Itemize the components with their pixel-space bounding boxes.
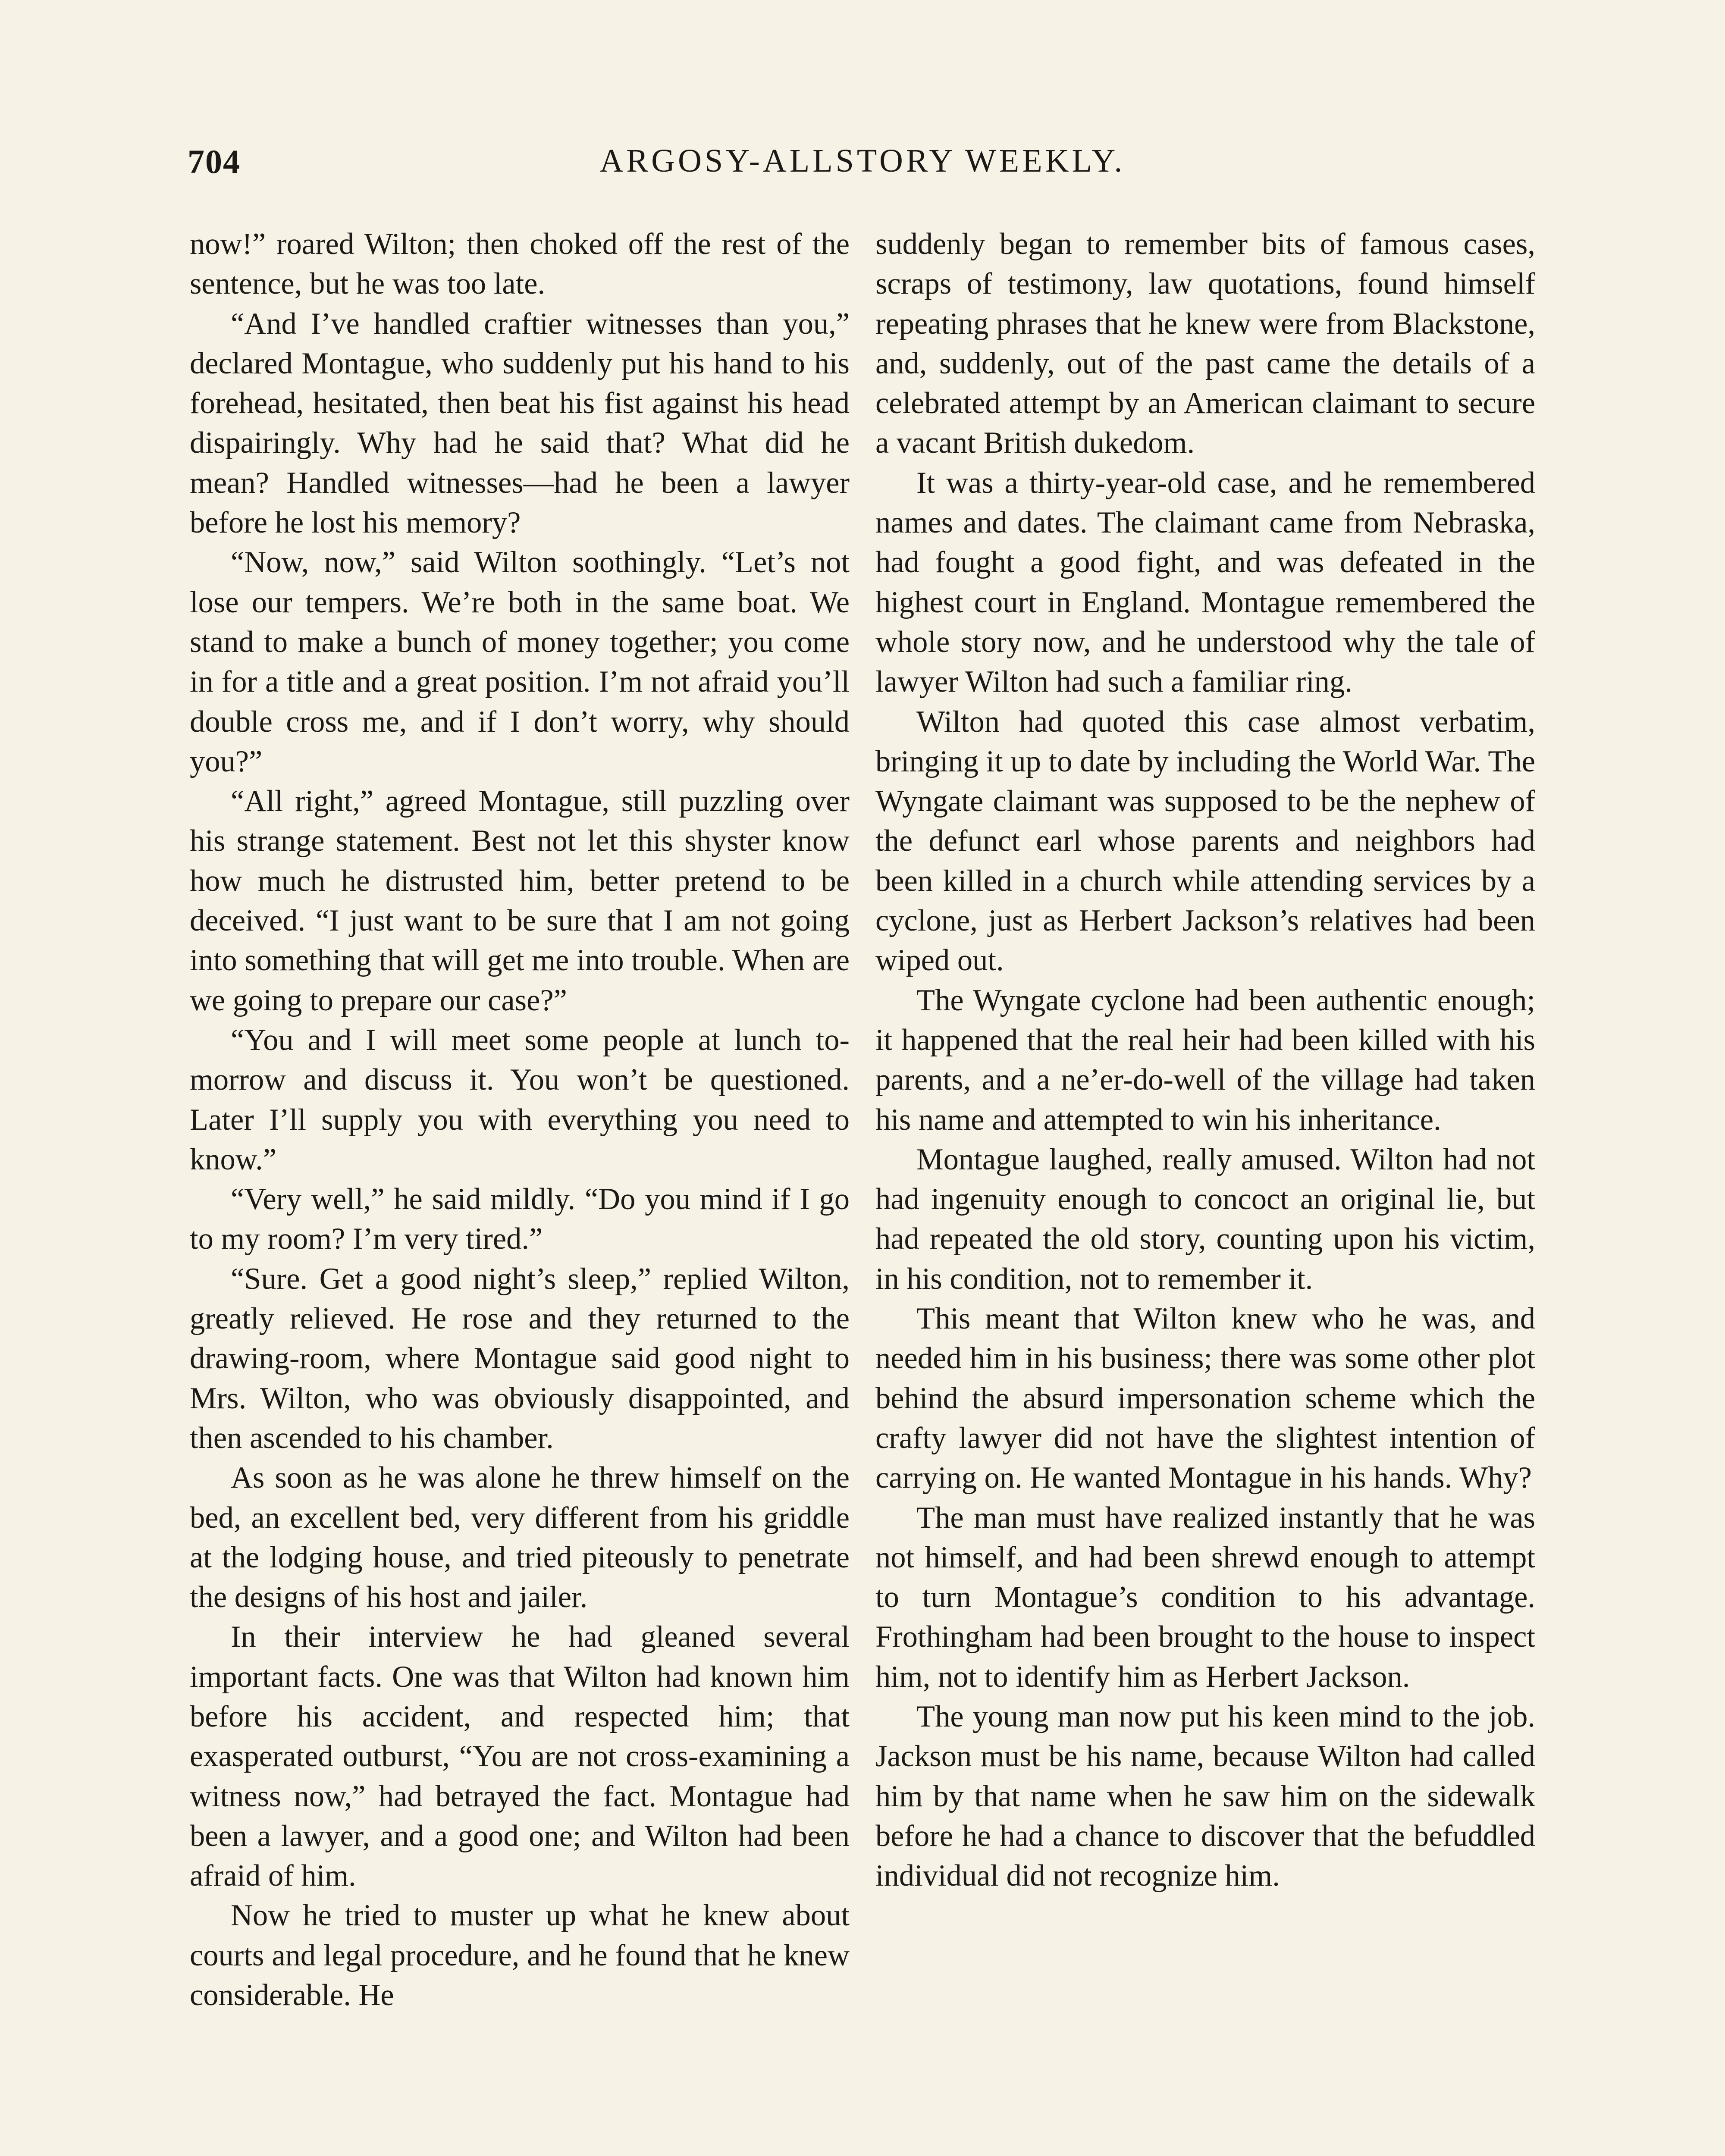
paragraph: “Now, now,” said Wilton soothingly. “Let’s not lose our tempers. We’re both in the same boat. We stand to make a bunch of money together; you come in for a title and a great position. I’m not afraid you’ll double cross me, and if I don’t worry, why should you?” (190, 545, 850, 778)
paragraph: As soon as he was alone he threw himself on the bed, an excellent bed, very different from his griddle at the lodging house, and tried piteously to penetrate the designs of his host and jailer. (190, 1461, 850, 1614)
paragraph: Wilton had quoted this case almost verbatim, bringing it up to date by including the World War. The Wyngate claimant was supposed to be the nephew of the defunct earl whose parents and neighbors had been killed in a church while attending services by a cyclone, just as Herbert Jackson’s relatives had been wiped out. (875, 705, 1535, 978)
right-text-column (875, 224, 1535, 1896)
paragraph: This meant that Wilton knew who he was, and needed him in his business; there was some other plot behind the absurd impersonation scheme which the crafty lawyer did not have the slightest intention of carrying on. He wanted Montague in his hands. Why? (875, 1302, 1535, 1495)
paragraph: “And I’ve handled craftier witnesses than you,” declared Montague, who suddenly put his hand to his forehead, hesitated, then beat his fist against his head dispairingly. Why had he said that? What did he mean? Handled witnesses––had he been a lawyer before he lost his memory? (190, 307, 850, 540)
running-head: ARGOSY-ALLSTORY WEEKLY. (599, 143, 1126, 179)
paragraph: suddenly began to remember bits of famous cases, scraps of testimony, law quotations, found himself repeating phrases that he knew were from Blackstone, and, suddenly, out of the past came the details of a celebrated attempt by an American claimant to secure a vacant British dukedom. (875, 227, 1535, 460)
paragraph: The young man now put his keen mind to the job. Jackson must be his name, because Wilton had called him by that name when he saw him on the sidewalk before he had a chance to discover that the befuddled individual did not recognize him. (875, 1699, 1535, 1893)
paragraph: “All right,” agreed Montague, still puzzling over his strange statement. Best not let this shyster know how much he distrusted him, better pretend to be deceived. “I just want to be sure that I am not going into something that will get me into trouble. When are we going to prepare our case?” (190, 784, 850, 1017)
paragraph: It was a thirty-year-old case, and he remembered names and dates. The claimant came from Nebraska, had fought a good fight, and was defeated in the highest court in England. Montague remembered the whole story now, and he understood why the tale of lawyer Wilton had such a familiar ring. (875, 466, 1535, 699)
paragraph: The man must have realized instantly that he was not himself, and had been shrewd enough to attempt to turn Montague’s condition to his advantage. Frothingham had been brought to the house to inspect him, not to identify him as Herbert Jackson. (875, 1501, 1535, 1694)
page-number: 704 (188, 143, 241, 180)
paragraph: “You and I will meet some people at lunch to-morrow and discuss it. You won’t be questioned. Later I’ll supply you with everything you need to know.” (190, 1023, 850, 1176)
paragraph: The Wyngate cyclone had been authentic enough; it happened that the real heir had been killed with his parents, and a ne’er-do-well of the village had taken his name and attempted to win his inheritance. (875, 983, 1535, 1137)
paragraph: now!” roared Wilton; then choked off the rest of the sentence, but he was too late. (190, 227, 850, 301)
paragraph: Montague laughed, really amused. Wilton had not had ingenuity enough to concoct an original lie, but had repeated the old story, counting upon his victim, in his condition, not to remember it. (875, 1142, 1535, 1296)
paragraph: In their interview he had gleaned several important facts. One was that Wilton had known him before his accident, and respected him; that exasperated outburst, “You are not cross-examining a witness now,” had betrayed the fact. Montague had been a lawyer, and a good one; and Wilton had been afraid of him. (190, 1620, 850, 1893)
left-text-column (190, 224, 850, 2015)
paragraph: “Very well,” he said mildly. “Do you mind if I go to my room? I’m very tired.” (190, 1182, 850, 1256)
paragraph: “Sure. Get a good night’s sleep,” replied Wilton, greatly relieved. He rose and they returned to the drawing-room, where Montague said good night to Mrs. Wilton, who was obviously disappointed, and then ascended to his chamber. (190, 1262, 850, 1455)
paragraph: Now he tried to muster up what he knew about courts and legal procedure, and he found that he knew considerable. He (190, 1899, 850, 2012)
